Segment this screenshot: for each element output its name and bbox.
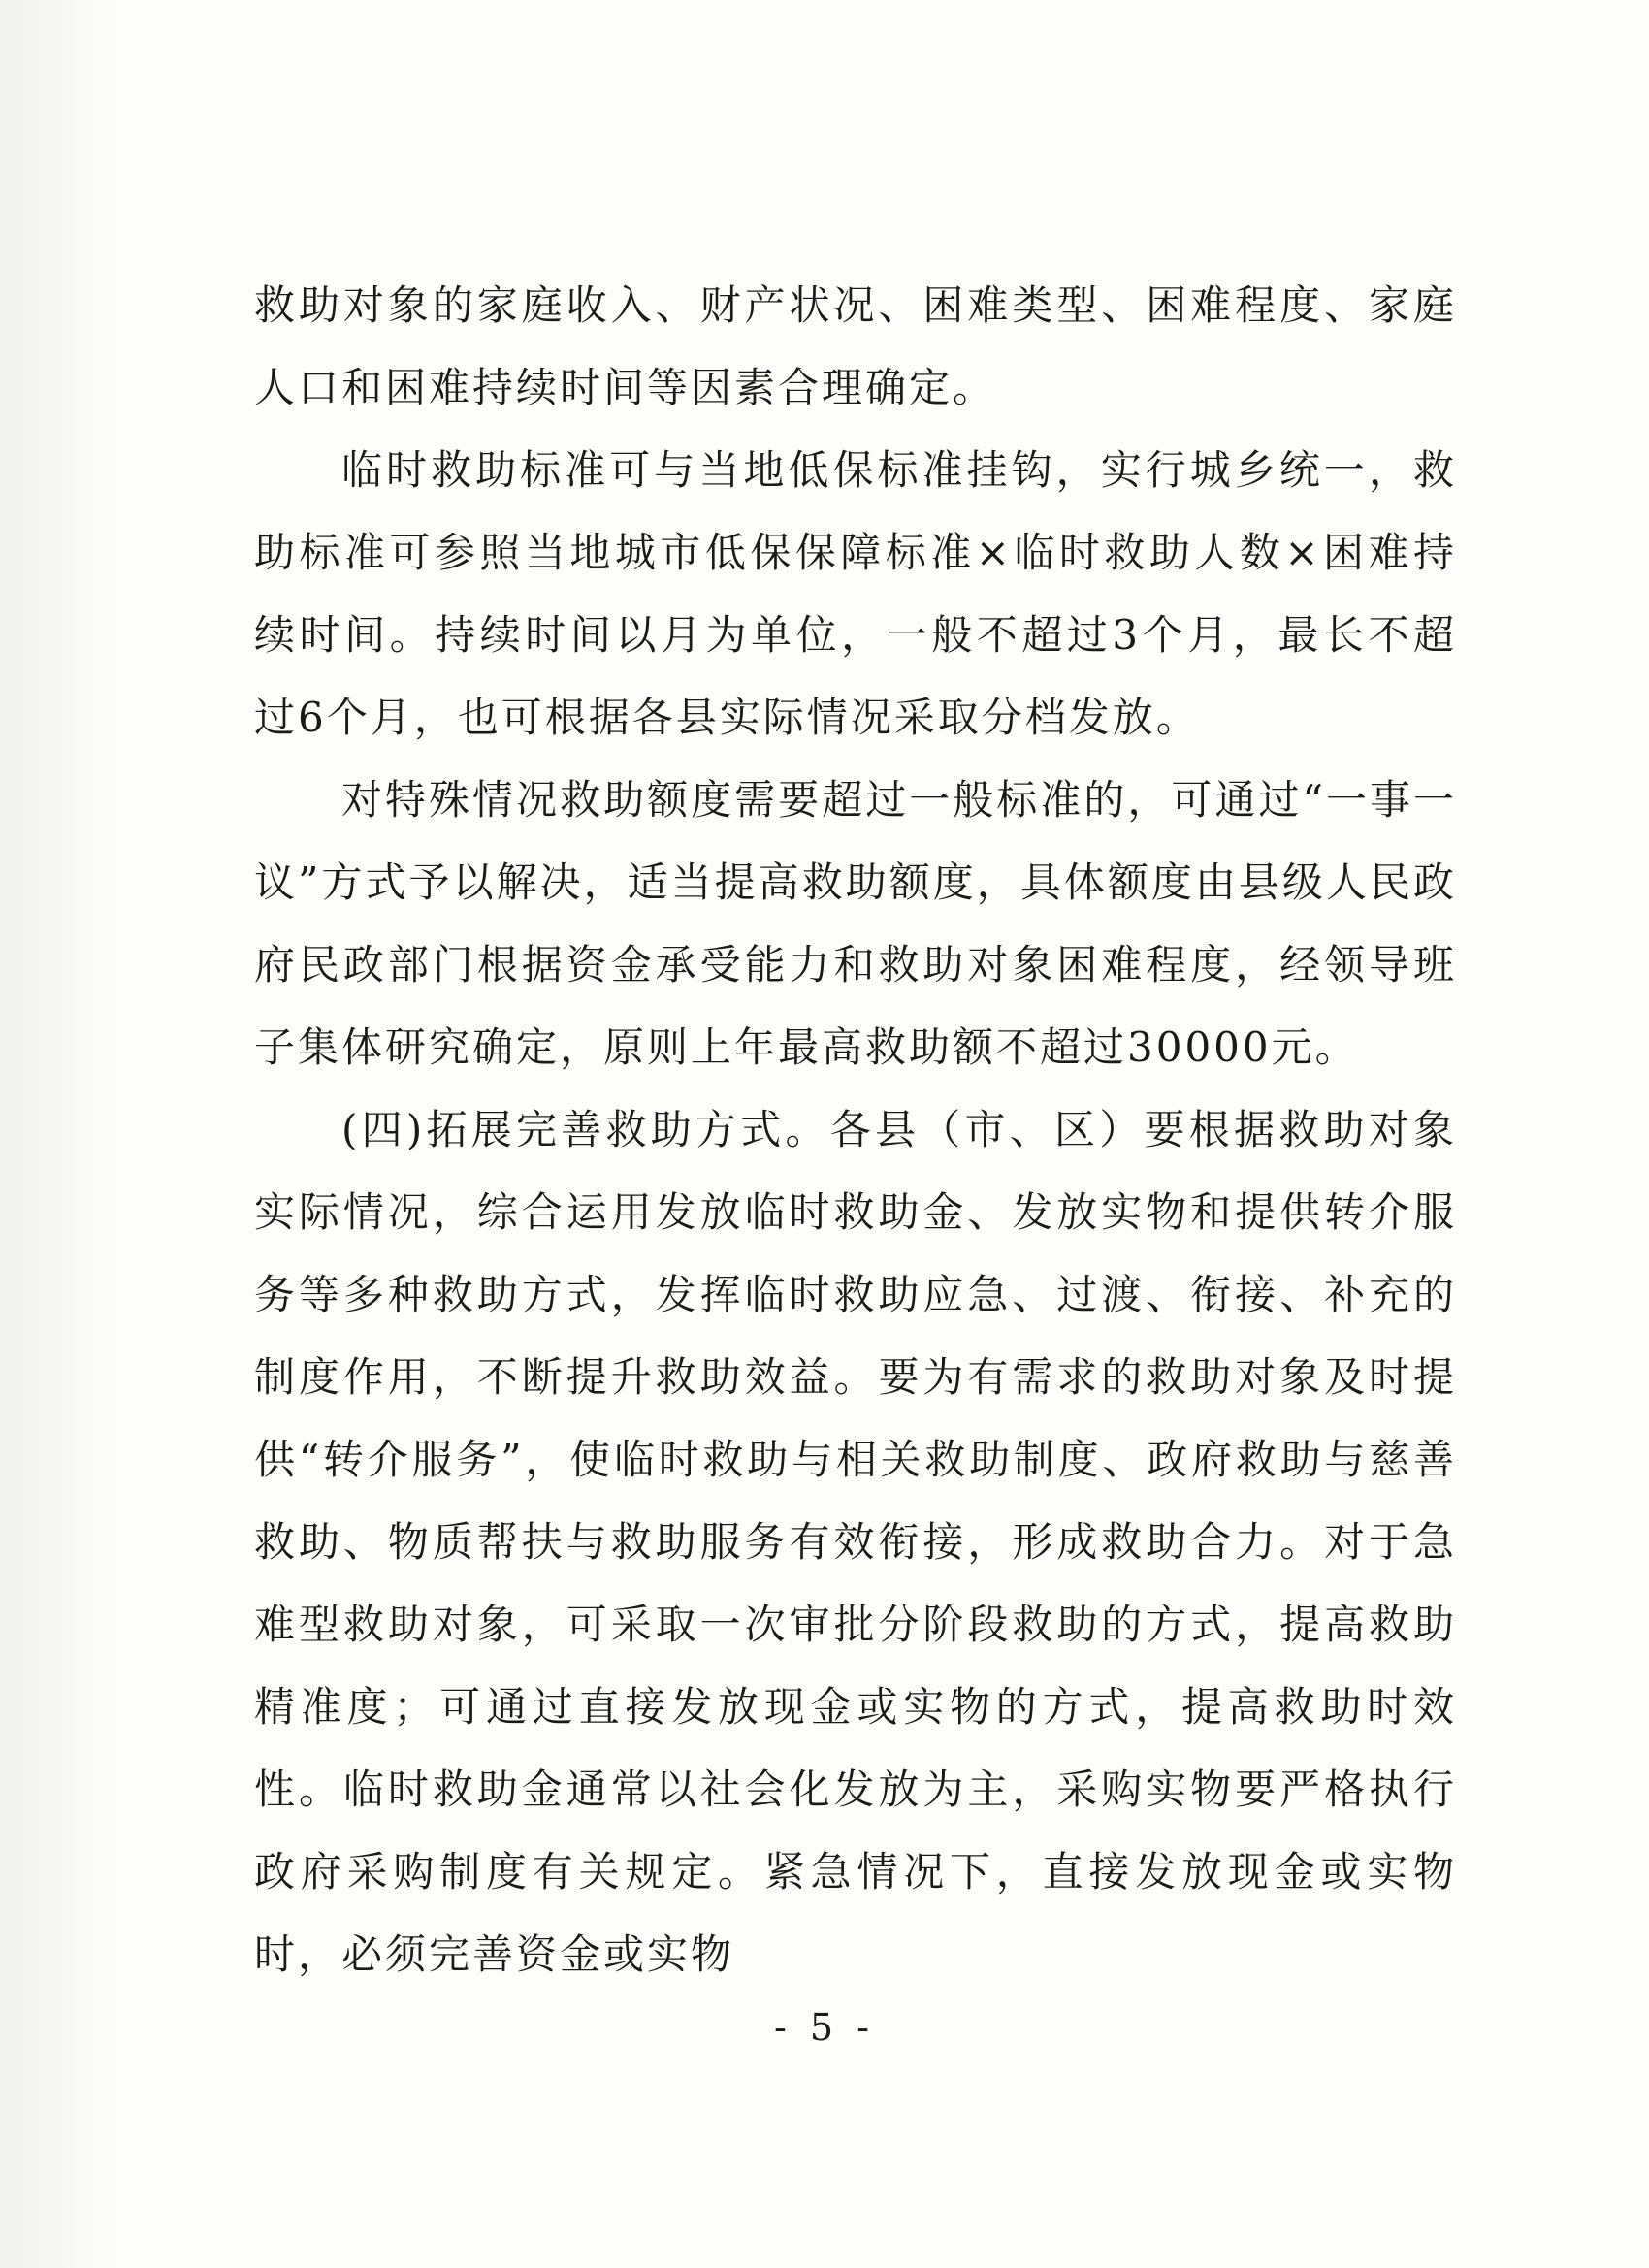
paragraph-special-cases: 对特殊情况救助额度需要超过一般标准的，可通过“一事一议”方式予以解决，适当提高救助额度，具体额度由县级人民政府民政部门根据资金承受能力和救助对象困难程度，经领导班子集体研究确定，原则上年最高救助额不超过30000元。 <box>254 776 1457 1071</box>
paragraph-standard: 临时救助标准可与当地低保标准挂钩，实行城乡统一，救助标准可参照当地城市低保保障标准×临时救助人数×困难持续时间。持续时间以月为单位，一般不超过3个月，最长不超过6个月，也可根据各县实际情况采取分档发放。 <box>254 446 1457 741</box>
paragraph-section-four: (四)拓展完善救助方式。各县（市、区）要根据救助对象实际情况，综合运用发放临时救助金、发放实物和提供转介服务等多种救助方式，发挥临时救助应急、过渡、衔接、补充的制度作用，不断提升救助效益。要为有需求的救助对象及时提供“转介服务”，使临时救助与相关救助制度、政府救助与慈善救助、物质帮扶与救助服务有效衔接，形成救助合力。对于急难型救助对象，可采取一次审批分阶段救助的方式，提高救助精准度；可通过直接发放现金或实物的方式，提高救助时效性。临时救助金通常以社会化发放为主，采购实物要严格执行政府采购制度有关规定。紧急情况下，直接发放现金或实物时，必须完善资金或实物 <box>254 1106 1457 1978</box>
document-body <box>254 264 1457 1995</box>
page-number: - 5 - <box>773 2006 875 2049</box>
paragraph-continuation: 救助对象的家庭收入、财产状况、困难类型、困难程度、家庭人口和困难持续时间等因素合理确定。 <box>254 281 1457 411</box>
scan-shadow-edge <box>0 0 116 2268</box>
